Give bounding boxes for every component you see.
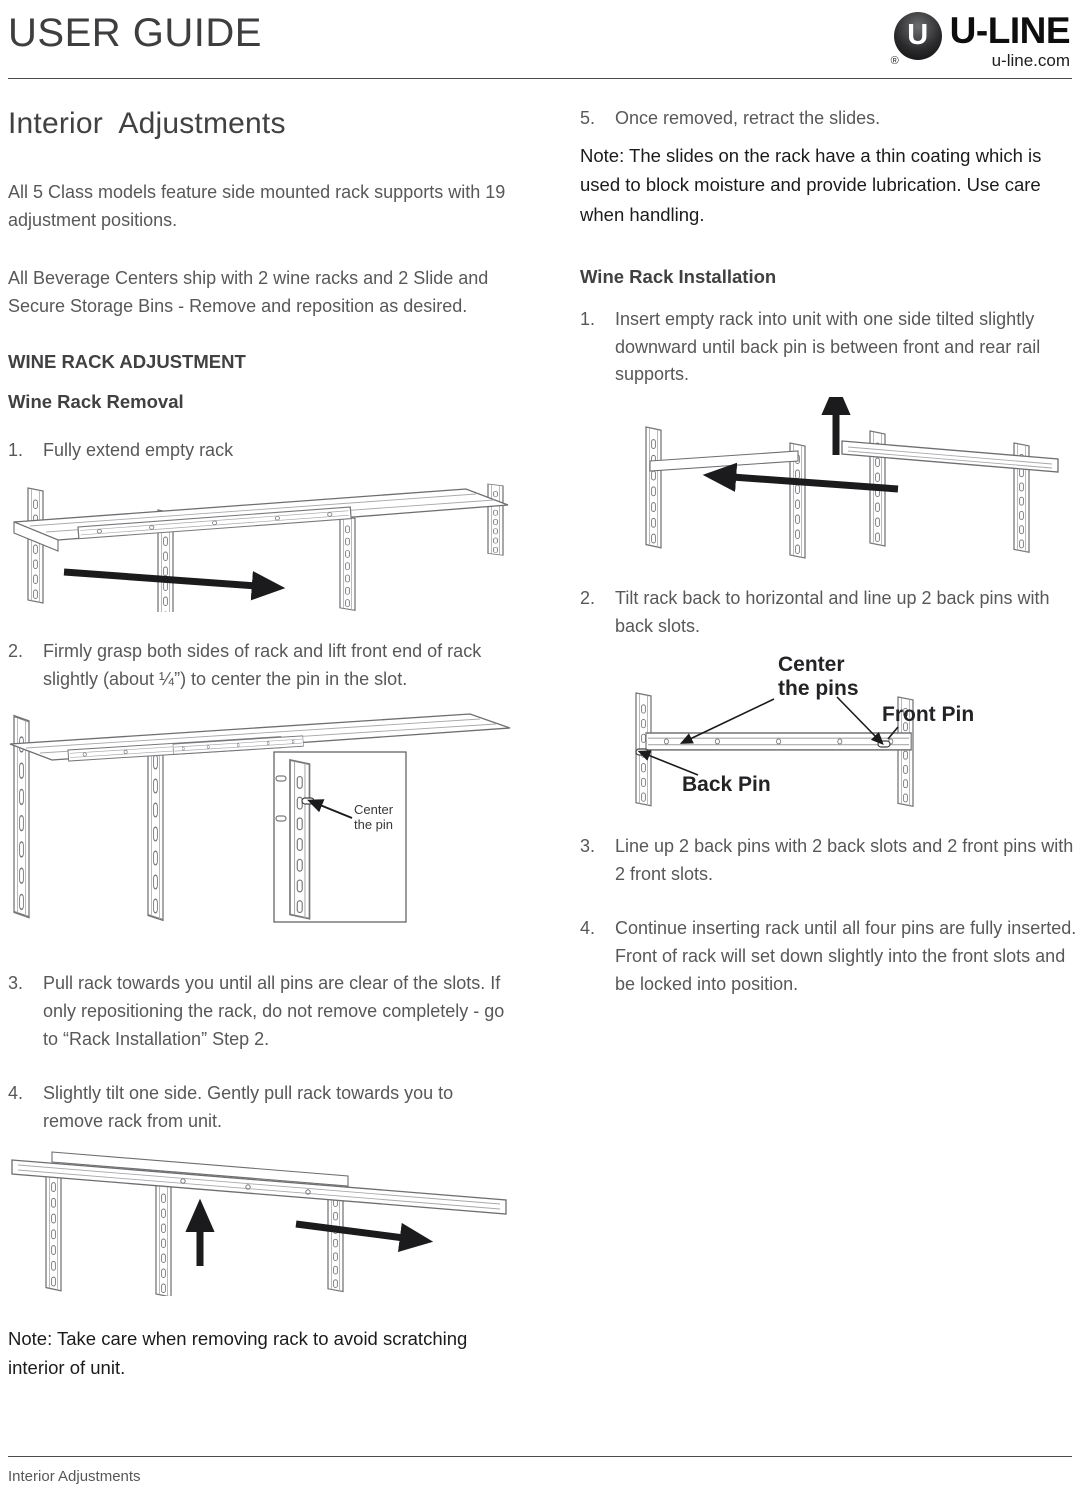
slide-rail bbox=[650, 451, 798, 471]
step-text: Continue inserting rack until all four pins are fully inserted. Front of rack will set down slightly into the front slots and be locked into position. bbox=[615, 917, 1077, 994]
note-removal-caution: Note: Take care when removing rack to avoid scratching interior of unit. bbox=[8, 1327, 468, 1379]
wine-rack-tilted bbox=[12, 1160, 506, 1214]
removal-step-5 bbox=[580, 105, 1080, 133]
rail-support bbox=[328, 1188, 343, 1292]
footer-divider bbox=[8, 1456, 1072, 1457]
removal-step-3 bbox=[8, 970, 516, 1054]
installation-step-2 bbox=[580, 585, 1080, 641]
step-text: Insert empty rack into unit with one side tilted slightly downward until back pin is between front and rear rail supports. bbox=[615, 308, 1041, 385]
brand-wordmark: U-LINE bbox=[949, 10, 1070, 51]
label-back-pin: Back Pin bbox=[682, 773, 771, 797]
installation-step-3 bbox=[580, 833, 1080, 889]
intro-paragraph-2: All Beverage Centers ship with 2 wine racks and 2 Slide and Secure Storage Bins - Remove and reposition as desired. bbox=[8, 267, 489, 316]
step-number: 5. bbox=[580, 108, 596, 128]
content-columns bbox=[8, 79, 1077, 1383]
step-text: Pull rack towards you until all pins are clear of the slots. If only repositioning the rack, do not remove completely - go to “Rack Installation” Step 2. bbox=[43, 973, 505, 1050]
uline-logo-badge-wrap bbox=[890, 12, 942, 67]
figure-removal-extend-rack bbox=[8, 472, 514, 612]
right-column bbox=[580, 105, 1080, 1383]
inset-rail bbox=[290, 760, 310, 919]
label-center-the-pins: Center bbox=[778, 653, 845, 677]
uline-logo-icon bbox=[894, 12, 942, 60]
document-title: USER GUIDE bbox=[8, 11, 262, 55]
rail-support bbox=[488, 484, 503, 555]
subsection-heading-wine-rack-removal: Wine Rack Removal bbox=[8, 390, 184, 412]
front-pin bbox=[878, 741, 890, 747]
step-number: 2. bbox=[580, 588, 596, 609]
note-slides-coating: Note: The slides on the rack have a thin coating which is used to block moisture and provide lubrication. Use care when handling. bbox=[580, 144, 1042, 226]
rail-support bbox=[156, 1182, 171, 1296]
rail-support bbox=[46, 1170, 61, 1291]
leader-arrow-back-pin bbox=[648, 755, 698, 775]
intro-paragraph-1: All 5 Class models feature side mounted rack supports with 19 adjustment positions. bbox=[8, 182, 506, 230]
removal-step-2 bbox=[8, 638, 516, 694]
figure-removal-center-pin bbox=[8, 702, 514, 944]
uline-logo bbox=[890, 10, 1070, 71]
figure-removal-tilt-remove bbox=[8, 1144, 514, 1296]
step-text: Line up 2 back pins with 2 back slots and 2 front pins with 2 front slots. bbox=[615, 836, 1074, 885]
inset-label-the-pin: the pin bbox=[354, 817, 394, 833]
label-center-the-pins: the pins bbox=[778, 677, 859, 701]
step-text: Firmly grasp both sides of rack and lift front end of rack slightly (about ¼”) to center the pin in the slot. bbox=[43, 641, 482, 690]
step-text: Tilt rack back to horizontal and line up 2 back pins with back slots. bbox=[615, 588, 1050, 637]
removal-step-4 bbox=[8, 1080, 516, 1136]
step-number: 1. bbox=[8, 439, 24, 460]
uline-logo-text bbox=[950, 12, 1070, 71]
page-footer bbox=[8, 1456, 1072, 1485]
rail-support bbox=[340, 516, 355, 610]
bold-arrow-right bbox=[296, 1224, 404, 1238]
rack-pin bbox=[276, 816, 286, 821]
figure-install-insert-rack bbox=[602, 397, 1064, 559]
leader-arrow-center-pins bbox=[837, 697, 876, 737]
label-front-pin: Front Pin bbox=[882, 703, 975, 727]
step-number: 3. bbox=[580, 836, 596, 857]
rack-pin bbox=[276, 776, 286, 781]
footer-section-label: Interior Adjustments bbox=[8, 1468, 141, 1485]
step-number: 4. bbox=[8, 1082, 24, 1103]
back-pin bbox=[636, 749, 648, 755]
rail-support bbox=[28, 488, 43, 603]
slide-rail bbox=[646, 733, 911, 750]
section-heading-wine-rack-installation: Wine Rack Installation bbox=[580, 265, 777, 287]
step-text: Fully extend empty rack bbox=[43, 439, 234, 460]
brand-website: u-line.com bbox=[991, 51, 1070, 70]
registered-trademark-mark: ® bbox=[890, 55, 899, 67]
step-number: 2. bbox=[8, 641, 24, 662]
figure-install-line-up-pins bbox=[602, 649, 1064, 807]
pin-in-slot bbox=[302, 798, 314, 804]
logo-letter: U bbox=[907, 18, 929, 51]
page-header bbox=[8, 12, 1072, 72]
left-column bbox=[8, 105, 516, 1383]
step-text: Once removed, retract the slides. bbox=[615, 108, 881, 128]
step-number: 4. bbox=[580, 917, 596, 938]
step-text: Slightly tilt one side. Gently pull rack towards you to remove rack from unit. bbox=[43, 1082, 454, 1131]
inset-label-center: Center bbox=[354, 802, 394, 818]
installation-step-1 bbox=[580, 306, 1080, 390]
step-number: 1. bbox=[580, 308, 596, 329]
installation-step-4 bbox=[580, 915, 1080, 999]
removal-step-1 bbox=[8, 437, 516, 465]
section-heading-wine-rack-adjustment: WINE RACK ADJUSTMENT bbox=[8, 350, 246, 372]
rail-support bbox=[148, 736, 163, 920]
rail-support bbox=[646, 427, 661, 548]
page-title: Interior Adjustments bbox=[8, 107, 286, 140]
step-number: 3. bbox=[8, 973, 24, 994]
